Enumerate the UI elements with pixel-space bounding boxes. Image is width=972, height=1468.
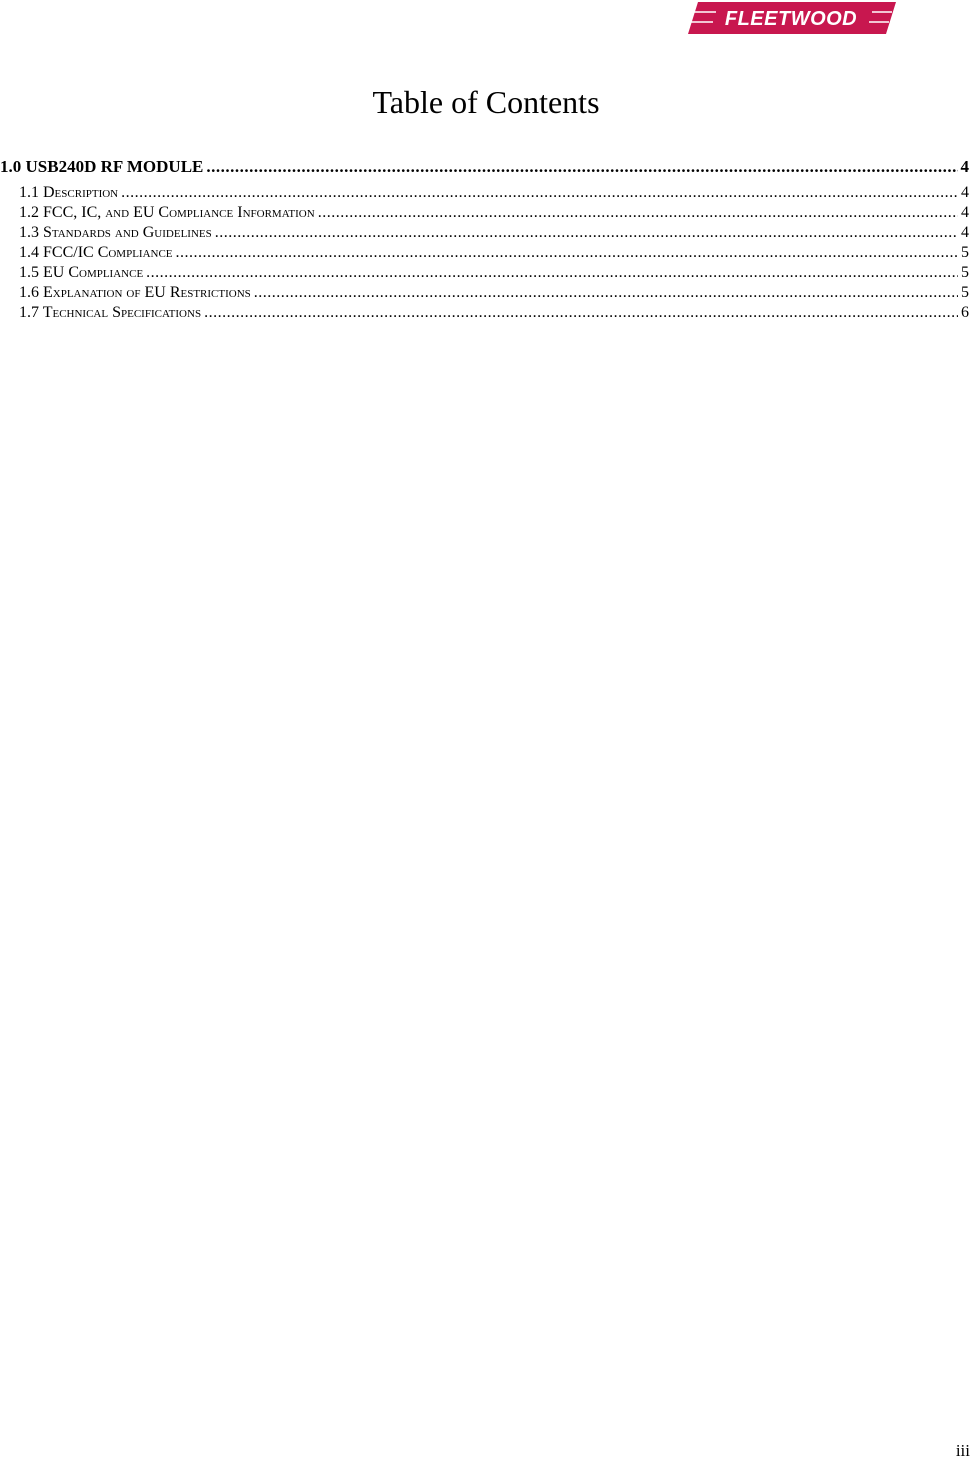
toc-entry-label: 1.1 Description [19, 184, 119, 201]
dot-leader [215, 223, 958, 243]
dot-leader [206, 156, 957, 178]
toc-entry-page-number: 4 [961, 204, 969, 221]
toc-entry-label: 1.0 USB240D RF MODULE [0, 157, 204, 176]
toc-section-entry[interactable] [0, 243, 972, 263]
table-of-contents [0, 156, 972, 323]
toc-entry-page-number: 4 [960, 157, 969, 176]
toc-entry-page-number: 4 [961, 224, 969, 241]
toc-entry-label: 1.2 FCC, IC, and EU Compliance Information [19, 204, 315, 221]
toc-entry-page-number: 5 [961, 264, 969, 281]
dot-leader [121, 183, 958, 203]
dot-leader [254, 283, 958, 303]
dot-leader [146, 263, 958, 283]
dot-leader [204, 303, 958, 323]
toc-entry-page-number: 4 [961, 184, 969, 201]
toc-section-entry[interactable] [0, 223, 972, 243]
toc-section-entry[interactable] [0, 303, 972, 323]
fleetwood-logo [686, 1, 898, 35]
toc-entry-label: 1.5 EU Compliance [19, 264, 144, 281]
page-number: iii [955, 1441, 970, 1460]
dot-leader [318, 203, 958, 223]
toc-entry-label: 1.3 Standards and Guidelines [19, 224, 212, 241]
toc-entry-label: 1.6 Explanation of EU Restrictions [19, 284, 251, 301]
dot-leader [176, 243, 958, 263]
toc-chapter-entry[interactable] [0, 156, 972, 178]
toc-entry-page-number: 5 [961, 244, 969, 261]
toc-section-entry[interactable] [0, 283, 972, 303]
toc-entry-label: 1.7 Technical Specifications [19, 304, 202, 321]
toc-entry-page-number: 6 [961, 304, 969, 321]
toc-section-entry[interactable] [0, 183, 972, 203]
logo-wordmark: FLEETWOOD [724, 8, 858, 30]
toc-entry-label: 1.4 FCC/IC Compliance [19, 244, 173, 261]
page-title: Table of Contents [372, 84, 600, 120]
toc-entry-page-number: 5 [961, 284, 969, 301]
toc-section-entry[interactable] [0, 203, 972, 223]
toc-section-entry[interactable] [0, 263, 972, 283]
